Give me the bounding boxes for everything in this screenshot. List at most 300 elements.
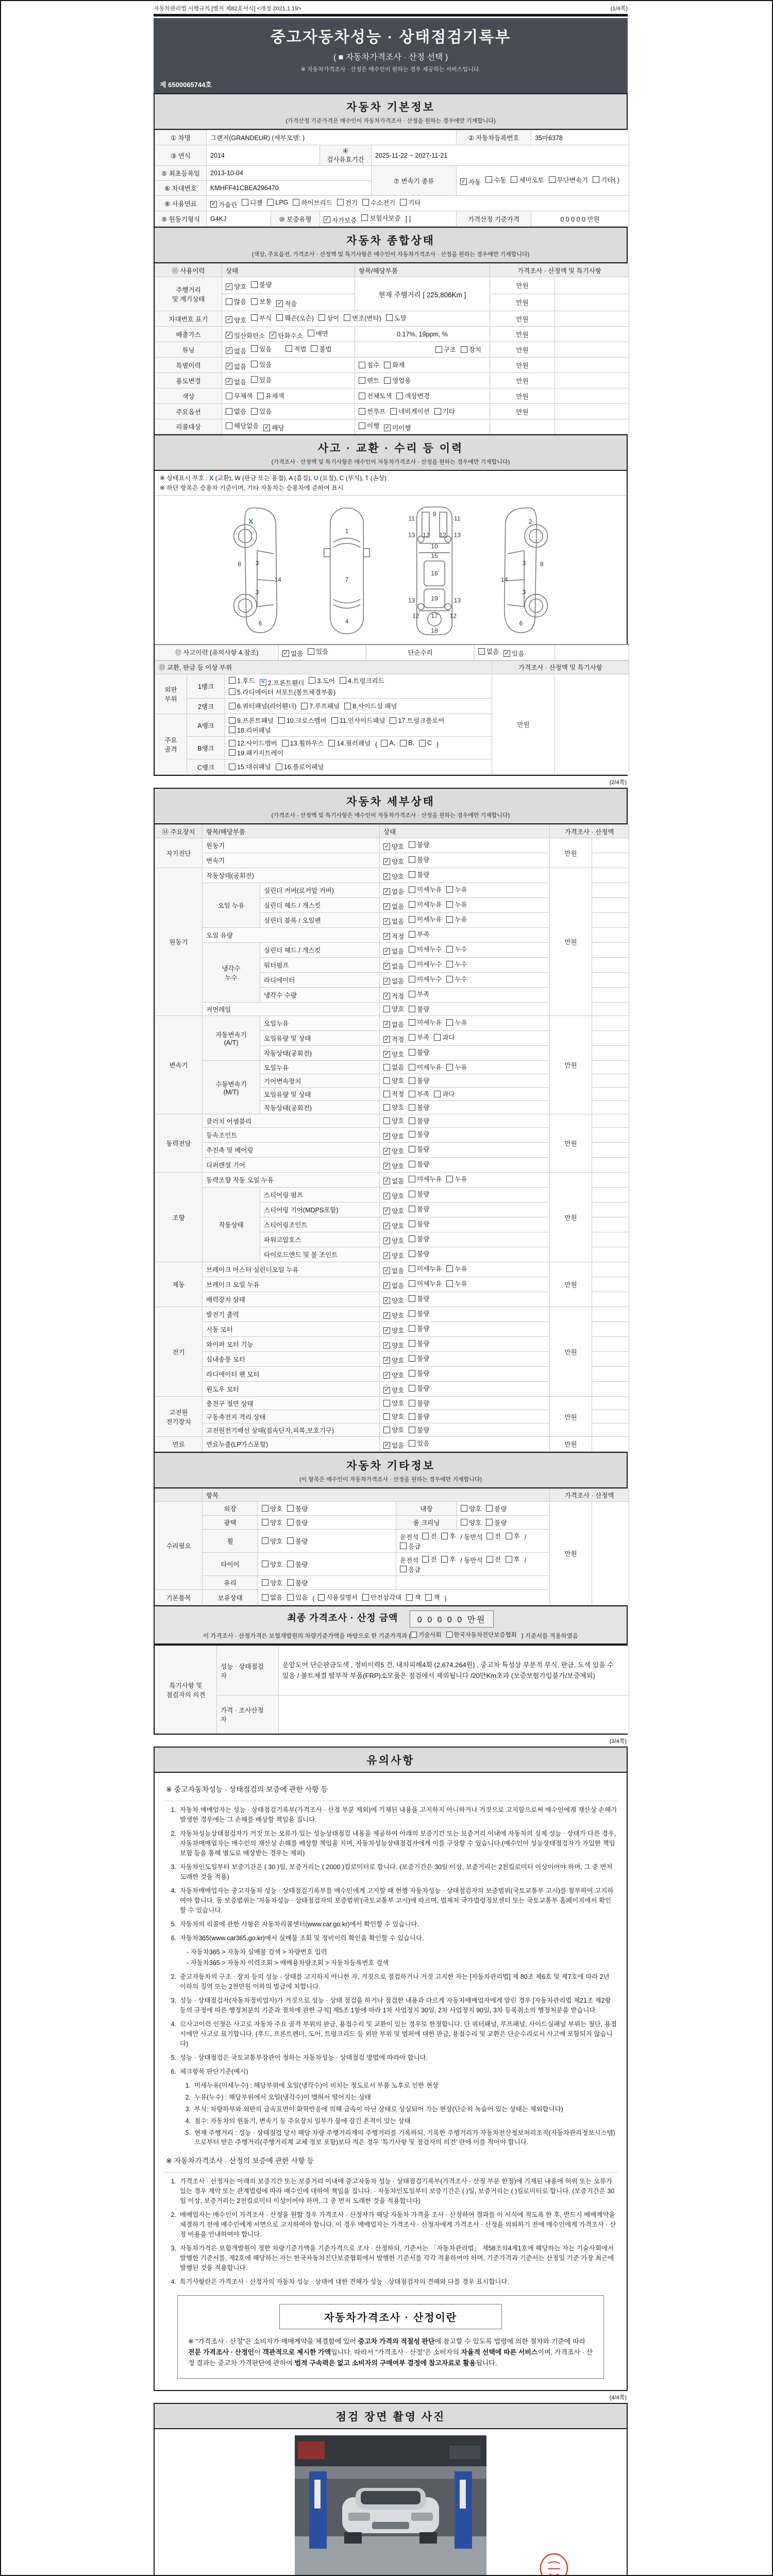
checkbox-option[interactable] xyxy=(267,199,288,206)
checkbox-option[interactable] xyxy=(441,1531,456,1540)
checkbox[interactable] xyxy=(359,393,365,399)
checkbox-option[interactable] xyxy=(262,1536,282,1546)
checkbox-option[interactable] xyxy=(251,344,272,353)
checkbox[interactable] xyxy=(383,1117,390,1124)
checkbox[interactable] xyxy=(409,991,415,997)
checkbox-option[interactable] xyxy=(383,1341,404,1350)
checkbox-option[interactable] xyxy=(383,872,404,881)
checkbox[interactable] xyxy=(422,1533,429,1539)
checkbox-option[interactable] xyxy=(503,649,524,658)
checkbox-option[interactable] xyxy=(383,931,404,941)
checkbox[interactable] xyxy=(409,1146,415,1153)
checkbox-option[interactable] xyxy=(409,1249,429,1258)
checkbox[interactable] xyxy=(409,976,415,982)
checkbox[interactable]: ✓ xyxy=(384,1036,390,1042)
checkbox-option[interactable] xyxy=(226,406,246,416)
checkbox[interactable] xyxy=(262,1519,268,1526)
checkbox[interactable] xyxy=(229,703,236,709)
checkbox[interactable] xyxy=(251,361,258,367)
checkbox[interactable] xyxy=(287,1537,294,1544)
checkbox-option[interactable] xyxy=(409,989,429,998)
checkbox-option[interactable] xyxy=(409,1234,429,1243)
checkbox[interactable] xyxy=(446,1064,453,1071)
checkbox[interactable] xyxy=(383,1006,390,1012)
checkbox[interactable] xyxy=(409,1131,415,1138)
checkbox[interactable] xyxy=(262,1594,268,1601)
checkbox-option[interactable] xyxy=(242,198,262,207)
checkbox[interactable]: ✓ xyxy=(385,424,390,431)
checkbox-option[interactable] xyxy=(381,739,395,747)
checkbox-option[interactable] xyxy=(411,1631,441,1639)
checkbox[interactable] xyxy=(229,740,236,747)
checkbox[interactable]: ✓ xyxy=(384,1162,390,1169)
checkbox-option[interactable] xyxy=(262,1518,282,1527)
checkbox[interactable]: ✓ xyxy=(384,977,390,984)
checkbox[interactable]: ✓ xyxy=(264,424,270,431)
checkbox[interactable] xyxy=(359,362,365,368)
checkbox[interactable] xyxy=(485,176,492,183)
checkbox-option[interactable] xyxy=(446,914,467,924)
checkbox[interactable]: ✓ xyxy=(226,332,232,338)
checkbox[interactable] xyxy=(409,1440,415,1447)
checkbox-option[interactable] xyxy=(359,376,379,385)
checkbox-option[interactable] xyxy=(511,175,544,184)
checkbox-option[interactable] xyxy=(409,1264,442,1273)
checkbox-option[interactable] xyxy=(282,738,324,748)
checkbox-option[interactable] xyxy=(229,716,274,725)
checkbox[interactable]: ✓ xyxy=(384,1147,390,1154)
checkbox[interactable] xyxy=(409,1161,415,1167)
checkbox-option[interactable] xyxy=(434,1032,455,1042)
checkbox[interactable] xyxy=(251,408,258,415)
checkbox[interactable] xyxy=(446,1019,453,1026)
checkbox-option[interactable] xyxy=(359,406,385,416)
checkbox[interactable] xyxy=(409,856,415,863)
checkbox[interactable] xyxy=(383,1427,390,1433)
checkbox[interactable]: ✓ xyxy=(384,1237,390,1244)
checkbox[interactable] xyxy=(434,1091,441,1097)
checkbox-option[interactable] xyxy=(486,1531,501,1540)
checkbox[interactable] xyxy=(511,176,517,183)
checkbox-option[interactable] xyxy=(409,959,442,969)
checkbox-option[interactable] xyxy=(409,1368,429,1378)
checkbox[interactable] xyxy=(441,1533,448,1539)
checkbox[interactable]: ✓ xyxy=(384,1327,390,1333)
checkbox[interactable] xyxy=(242,199,248,206)
checkbox-option[interactable] xyxy=(278,716,327,725)
checkbox[interactable]: ✓ xyxy=(384,1342,390,1348)
checkbox-option[interactable] xyxy=(383,1370,404,1380)
checkbox-option[interactable] xyxy=(276,313,314,323)
checkbox[interactable] xyxy=(287,1594,294,1601)
checkbox[interactable] xyxy=(287,1519,294,1526)
checkbox[interactable] xyxy=(383,1091,390,1097)
checkbox[interactable] xyxy=(226,408,232,415)
checkbox-option[interactable] xyxy=(383,1236,404,1245)
checkbox[interactable] xyxy=(409,1427,415,1433)
checkbox[interactable] xyxy=(409,961,415,968)
checkbox-option[interactable] xyxy=(446,1279,467,1288)
checkbox-option[interactable] xyxy=(226,282,246,291)
checkbox[interactable] xyxy=(409,1049,415,1056)
checkbox[interactable] xyxy=(396,393,403,399)
checkbox-option[interactable] xyxy=(383,1004,404,1013)
checkbox[interactable]: ✓ xyxy=(384,1222,390,1229)
checkbox[interactable] xyxy=(409,1117,415,1124)
checkbox[interactable] xyxy=(383,1077,390,1084)
checkbox-option[interactable] xyxy=(262,1578,282,1587)
checkbox[interactable]: ✓ xyxy=(384,933,390,939)
checkbox-option[interactable] xyxy=(383,1020,404,1029)
checkbox-option[interactable] xyxy=(409,1324,429,1333)
checkbox[interactable]: ✓ xyxy=(461,178,466,184)
checkbox-option[interactable] xyxy=(344,313,381,323)
checkbox-option[interactable] xyxy=(409,840,429,849)
checkbox-option[interactable] xyxy=(383,1440,404,1450)
checkbox-option[interactable] xyxy=(425,1592,440,1602)
checkbox-option[interactable] xyxy=(409,870,429,879)
checkbox[interactable] xyxy=(419,740,426,747)
checkbox-option[interactable] xyxy=(229,725,271,735)
checkbox[interactable] xyxy=(226,298,232,305)
checkbox[interactable] xyxy=(384,377,391,384)
checkbox[interactable]: ✓ xyxy=(226,363,232,369)
checkbox[interactable] xyxy=(383,1413,390,1420)
checkbox[interactable] xyxy=(409,1340,415,1347)
checkbox[interactable]: ✓ xyxy=(384,1207,390,1214)
checkbox-option[interactable] xyxy=(409,1398,429,1408)
checkbox-option[interactable] xyxy=(383,1076,404,1085)
checkbox-option[interactable] xyxy=(435,345,456,354)
checkbox[interactable]: ✓ xyxy=(277,300,282,307)
checkbox-option[interactable] xyxy=(359,360,379,369)
checkbox[interactable] xyxy=(486,1556,493,1563)
checkbox[interactable] xyxy=(361,214,368,221)
checkbox-option[interactable] xyxy=(276,762,324,771)
checkbox-option[interactable] xyxy=(409,1174,442,1183)
checkbox-option[interactable] xyxy=(383,1206,404,1215)
checkbox-option[interactable] xyxy=(260,678,305,687)
checkbox[interactable] xyxy=(409,1235,415,1242)
checkbox[interactable]: ✓ xyxy=(384,1132,390,1139)
checkbox[interactable] xyxy=(318,314,325,321)
checkbox[interactable]: ✓ xyxy=(384,888,390,894)
checkbox[interactable] xyxy=(282,740,289,747)
checkbox-option[interactable] xyxy=(311,344,331,353)
checkbox[interactable]: ✓ xyxy=(384,873,390,879)
checkbox[interactable] xyxy=(359,408,365,415)
checkbox[interactable] xyxy=(409,1191,415,1197)
checkbox-option[interactable] xyxy=(344,701,397,710)
checkbox-option[interactable] xyxy=(276,299,297,308)
checkbox-option[interactable] xyxy=(409,1438,429,1448)
checkbox[interactable]: ✓ xyxy=(384,858,390,865)
checkbox[interactable]: ✓ xyxy=(384,918,390,924)
checkbox[interactable]: ✓ xyxy=(384,843,390,850)
checkbox-option[interactable] xyxy=(226,421,259,430)
checkbox-option[interactable] xyxy=(400,198,421,207)
checkbox-option[interactable] xyxy=(446,885,467,894)
checkbox[interactable] xyxy=(593,176,599,183)
checkbox[interactable]: ✓ xyxy=(226,316,232,323)
checkbox-option[interactable] xyxy=(328,738,371,748)
checkbox[interactable] xyxy=(226,393,232,399)
checkbox-option[interactable] xyxy=(308,329,328,338)
checkbox-option[interactable] xyxy=(409,1159,429,1168)
checkbox[interactable] xyxy=(409,1325,415,1332)
checkbox-option[interactable] xyxy=(287,1560,308,1569)
checkbox-option[interactable] xyxy=(446,1264,467,1273)
checkbox-option[interactable] xyxy=(383,1266,404,1275)
checkbox-option[interactable] xyxy=(383,976,404,986)
checkbox[interactable] xyxy=(478,648,485,655)
checkbox-option[interactable] xyxy=(383,1355,404,1365)
checkbox[interactable]: ✓ xyxy=(226,347,232,353)
checkbox[interactable]: ✓ xyxy=(384,947,390,954)
checkbox-option[interactable] xyxy=(383,1176,404,1185)
checkbox-option[interactable] xyxy=(400,739,414,747)
checkbox-option[interactable] xyxy=(383,1161,404,1171)
checkbox[interactable]: ✓ xyxy=(384,1357,390,1363)
checkbox-option[interactable] xyxy=(441,1554,456,1564)
checkbox-option[interactable] xyxy=(434,406,455,416)
checkbox-option[interactable] xyxy=(318,313,339,323)
checkbox[interactable]: ✓ xyxy=(384,1371,390,1378)
checkbox[interactable]: ✓ xyxy=(384,903,390,909)
checkbox-option[interactable] xyxy=(409,1353,429,1363)
checkbox-option[interactable] xyxy=(383,1089,404,1098)
checkbox[interactable] xyxy=(337,199,344,206)
checkbox-option[interactable] xyxy=(383,1296,404,1305)
checkbox-option[interactable] xyxy=(251,313,272,323)
checkbox-option[interactable] xyxy=(409,1004,429,1013)
checkbox-option[interactable] xyxy=(362,1592,401,1602)
checkbox-option[interactable] xyxy=(506,1531,520,1540)
checkbox-option[interactable] xyxy=(318,1592,357,1602)
checkbox-option[interactable] xyxy=(251,297,272,306)
checkbox[interactable]: ✓ xyxy=(384,1312,390,1318)
checkbox[interactable]: ✓ xyxy=(384,1282,390,1289)
checkbox-option[interactable] xyxy=(383,1146,404,1156)
checkbox-option[interactable] xyxy=(383,1191,404,1200)
checkbox-option[interactable] xyxy=(419,739,432,747)
checkbox[interactable] xyxy=(359,422,365,429)
checkbox-option[interactable] xyxy=(446,900,467,909)
checkbox-option[interactable] xyxy=(386,313,407,323)
checkbox-option[interactable] xyxy=(461,1518,481,1527)
checkbox-option[interactable] xyxy=(324,215,357,225)
checkbox-option[interactable] xyxy=(251,280,272,289)
checkbox-option[interactable] xyxy=(263,423,284,432)
checkbox[interactable] xyxy=(446,1265,453,1272)
checkbox-option[interactable] xyxy=(485,175,506,184)
checkbox-option[interactable] xyxy=(486,1504,507,1513)
checkbox-option[interactable] xyxy=(383,961,404,971)
checkbox-option[interactable] xyxy=(446,944,467,954)
checkbox[interactable] xyxy=(422,1556,429,1563)
checkbox-option[interactable] xyxy=(409,1129,429,1139)
checkbox-option[interactable] xyxy=(262,1504,282,1513)
checkbox-option[interactable] xyxy=(383,1326,404,1335)
checkbox[interactable] xyxy=(344,703,351,709)
checkbox[interactable] xyxy=(229,688,236,695)
checkbox[interactable] xyxy=(276,764,282,770)
checkbox[interactable]: ✓ xyxy=(384,1386,390,1393)
checkbox-option[interactable] xyxy=(210,200,237,209)
checkbox-option[interactable] xyxy=(383,887,404,896)
checkbox-option[interactable] xyxy=(361,213,400,223)
checkbox[interactable] xyxy=(276,314,283,321)
checkbox[interactable] xyxy=(318,1594,325,1601)
checkbox-option[interactable] xyxy=(409,1309,429,1318)
checkbox-option[interactable] xyxy=(409,1103,429,1112)
checkbox[interactable] xyxy=(409,1019,415,1026)
checkbox[interactable] xyxy=(409,1280,415,1287)
checkbox-option[interactable] xyxy=(460,177,481,187)
checkbox[interactable] xyxy=(308,330,314,336)
checkbox[interactable] xyxy=(229,717,236,724)
checkbox-option[interactable] xyxy=(383,1103,404,1112)
checkbox[interactable] xyxy=(287,1561,294,1567)
checkbox[interactable] xyxy=(461,1505,467,1512)
checkbox-option[interactable] xyxy=(409,944,442,954)
checkbox[interactable] xyxy=(293,199,299,206)
checkbox-option[interactable] xyxy=(409,900,442,909)
checkbox-option[interactable] xyxy=(383,991,404,1001)
checkbox-option[interactable] xyxy=(390,406,429,416)
checkbox[interactable] xyxy=(362,1594,369,1601)
checkbox-option[interactable] xyxy=(262,1560,282,1569)
checkbox[interactable] xyxy=(409,1104,415,1111)
checkbox[interactable] xyxy=(461,346,467,353)
checkbox[interactable] xyxy=(549,176,556,183)
checkbox-option[interactable] xyxy=(262,1592,282,1602)
checkbox-option[interactable] xyxy=(409,1204,429,1213)
checkbox-option[interactable] xyxy=(486,1554,501,1564)
checkbox[interactable] xyxy=(409,1034,415,1041)
checkbox-option[interactable] xyxy=(293,198,332,207)
checkbox[interactable] xyxy=(409,1221,415,1227)
checkbox[interactable] xyxy=(486,1505,493,1512)
checkbox-option[interactable] xyxy=(593,175,619,184)
checkbox[interactable] xyxy=(409,931,415,938)
checkbox-option[interactable] xyxy=(409,1144,429,1154)
checkbox[interactable] xyxy=(409,1006,415,1012)
checkbox-option[interactable] xyxy=(287,1592,308,1602)
checkbox[interactable]: ✓ xyxy=(505,650,510,656)
checkbox[interactable] xyxy=(409,886,415,893)
checkbox-option[interactable] xyxy=(446,1631,517,1639)
checkbox-option[interactable] xyxy=(383,1281,404,1290)
checkbox-option[interactable] xyxy=(390,716,444,725)
checkbox-option[interactable] xyxy=(409,1338,429,1348)
checkbox-option[interactable] xyxy=(383,1049,404,1059)
checkbox[interactable]: ✕ xyxy=(260,679,265,685)
checkbox-option[interactable] xyxy=(383,1251,404,1260)
checkbox-option[interactable] xyxy=(383,1311,404,1320)
checkbox-option[interactable] xyxy=(226,391,253,400)
checkbox[interactable] xyxy=(309,677,315,684)
checkbox-option[interactable] xyxy=(340,676,384,685)
checkbox[interactable] xyxy=(446,901,453,908)
checkbox-option[interactable] xyxy=(406,1592,421,1602)
checkbox-option[interactable] xyxy=(384,360,405,369)
checkbox[interactable] xyxy=(262,1537,268,1544)
checkbox[interactable] xyxy=(441,1556,448,1563)
checkbox[interactable] xyxy=(409,1064,415,1071)
checkbox-option[interactable] xyxy=(383,1425,404,1434)
checkbox[interactable] xyxy=(381,740,388,747)
checkbox-option[interactable] xyxy=(383,1116,404,1125)
checkbox-option[interactable] xyxy=(287,1504,308,1513)
checkbox[interactable] xyxy=(486,1533,493,1539)
checkbox[interactable] xyxy=(409,1355,415,1362)
checkbox[interactable] xyxy=(287,1579,294,1586)
checkbox[interactable] xyxy=(344,314,350,321)
checkbox[interactable]: ✓ xyxy=(324,216,330,223)
checkbox[interactable] xyxy=(226,422,232,429)
checkbox[interactable] xyxy=(383,1104,390,1111)
checkbox-option[interactable] xyxy=(409,885,442,894)
checkbox[interactable] xyxy=(409,1176,415,1182)
checkbox-option[interactable] xyxy=(446,1174,467,1183)
checkbox[interactable] xyxy=(446,976,453,982)
checkbox[interactable] xyxy=(506,1556,512,1563)
checkbox-option[interactable] xyxy=(383,946,404,956)
checkbox-option[interactable] xyxy=(270,331,303,340)
checkbox[interactable] xyxy=(409,1250,415,1257)
checkbox[interactable] xyxy=(406,1594,413,1601)
checkbox[interactable] xyxy=(409,901,415,908)
checkbox[interactable] xyxy=(285,345,292,352)
checkbox-option[interactable] xyxy=(400,1565,421,1574)
checkbox-option[interactable] xyxy=(446,1018,467,1027)
checkbox-option[interactable] xyxy=(383,1131,404,1141)
checkbox[interactable] xyxy=(400,1543,407,1549)
checkbox[interactable] xyxy=(229,749,236,756)
checkbox[interactable] xyxy=(400,199,407,206)
checkbox-option[interactable] xyxy=(251,406,272,416)
checkbox[interactable] xyxy=(384,362,391,368)
checkbox[interactable] xyxy=(486,1519,493,1526)
checkbox-option[interactable] xyxy=(384,376,411,385)
checkbox[interactable] xyxy=(409,1091,415,1097)
checkbox-option[interactable] xyxy=(331,716,385,725)
checkbox-option[interactable] xyxy=(446,974,467,984)
checkbox[interactable] xyxy=(409,871,415,878)
checkbox-option[interactable] xyxy=(226,315,246,325)
checkbox-option[interactable] xyxy=(409,929,429,939)
checkbox[interactable] xyxy=(409,946,415,953)
checkbox-option[interactable] xyxy=(362,198,395,207)
checkbox-option[interactable] xyxy=(229,748,283,757)
checkbox-option[interactable] xyxy=(409,1294,429,1303)
checkbox-option[interactable] xyxy=(383,842,404,851)
checkbox-option[interactable] xyxy=(337,198,358,207)
checkbox-option[interactable] xyxy=(409,1219,429,1228)
checkbox[interactable] xyxy=(400,1566,407,1572)
checkbox[interactable] xyxy=(390,408,397,415)
checkbox-option[interactable] xyxy=(226,346,246,355)
checkbox-option[interactable] xyxy=(422,1554,436,1564)
checkbox[interactable]: ✓ xyxy=(226,378,232,384)
checkbox[interactable] xyxy=(251,376,258,383)
checkbox-option[interactable] xyxy=(301,701,340,710)
checkbox-option[interactable] xyxy=(229,676,255,685)
checkbox-option[interactable] xyxy=(409,1062,442,1072)
checkbox-option[interactable] xyxy=(422,1531,436,1540)
checkbox-option[interactable] xyxy=(409,974,442,984)
